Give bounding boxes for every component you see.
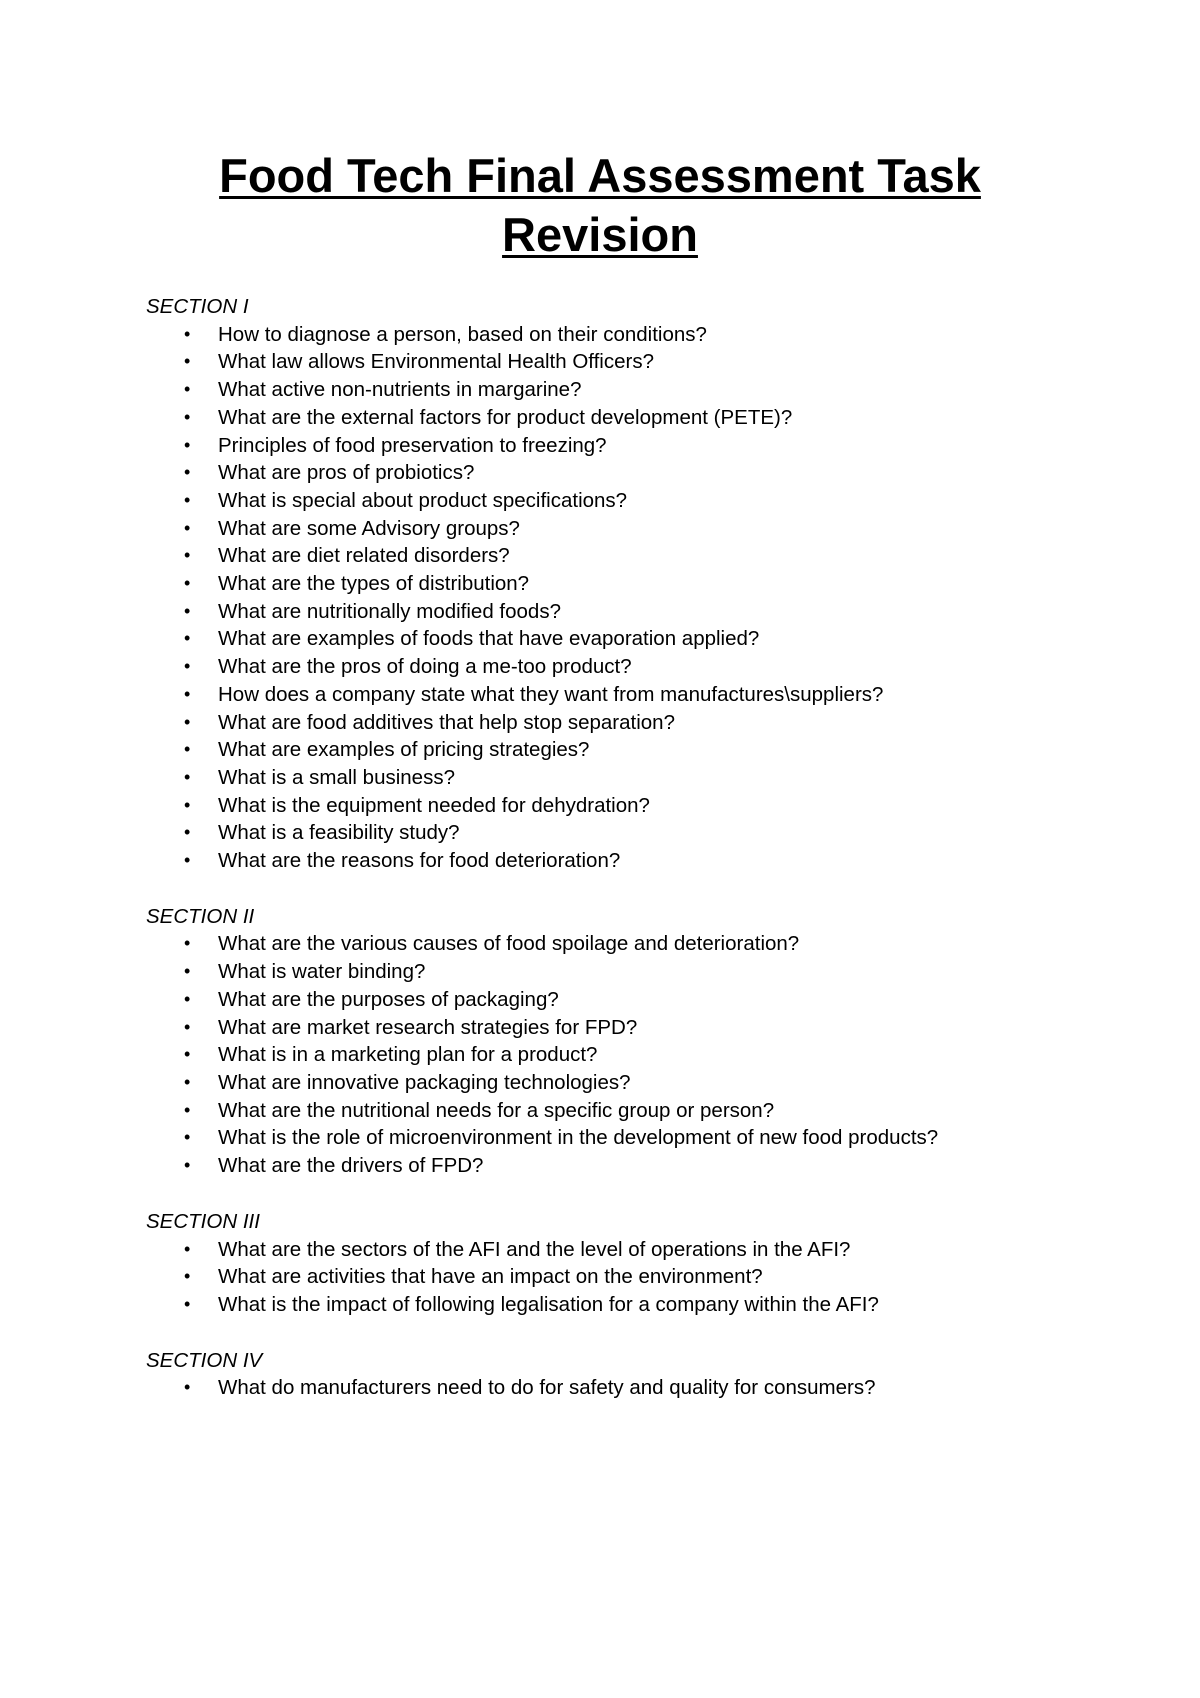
question-text: What are food additives that help stop separation?	[218, 710, 675, 734]
question-text: What is special about product specifications?	[218, 488, 628, 512]
list-item	[146, 1097, 1086, 1125]
bullet-icon: •	[184, 1293, 191, 1314]
list-item	[146, 930, 1086, 958]
bullet-icon: •	[184, 1155, 191, 1176]
question-text: What is in a marketing plan for a product?	[218, 1043, 598, 1067]
question-text: What are pros of probiotics?	[218, 461, 475, 485]
question-text: What are the pros of doing a me-too product?	[218, 655, 632, 679]
bullet-icon: •	[184, 1099, 191, 1120]
bullet-icon: •	[184, 573, 191, 594]
question-list	[146, 1236, 1086, 1319]
question-list	[146, 930, 1086, 1179]
bullet-icon: •	[184, 822, 191, 843]
list-item	[146, 515, 1086, 543]
bullet-icon: •	[184, 600, 191, 621]
list-item	[146, 348, 1086, 376]
bullet-icon: •	[184, 323, 191, 344]
bullet-icon: •	[184, 434, 191, 455]
question-list	[146, 1374, 1086, 1402]
list-item	[146, 1236, 1086, 1264]
list-item	[146, 598, 1086, 626]
section-heading: SECTION I	[146, 295, 249, 318]
list-item	[146, 1124, 1086, 1152]
section-3	[146, 1208, 1086, 1319]
bullet-icon: •	[184, 1016, 191, 1037]
question-text: How to diagnose a person, based on their conditions?	[218, 322, 707, 346]
question-text: What are nutritionally modified foods?	[218, 599, 561, 623]
list-item	[146, 487, 1086, 515]
list-item	[146, 404, 1086, 432]
bullet-icon: •	[184, 850, 191, 871]
question-text: What are the various causes of food spoilage and deterioration?	[218, 932, 800, 956]
list-item	[146, 570, 1086, 598]
question-text: What is the role of microenvironment in the development of new food products?	[218, 1126, 939, 1150]
bullet-icon: •	[184, 1071, 191, 1092]
title-line-2: Revision	[502, 208, 698, 261]
question-text: What are innovative packaging technologies?	[218, 1070, 631, 1094]
bullet-icon: •	[184, 711, 191, 732]
question-text: What active non-nutrients in margarine?	[218, 378, 582, 402]
question-text: What are the sectors of the AFI and the level of operations in the AFI?	[218, 1237, 851, 1261]
bullet-icon: •	[184, 961, 191, 982]
bullet-icon: •	[184, 462, 191, 483]
bullet-icon: •	[184, 988, 191, 1009]
question-text: How does a company state what they want from manufactures\suppliers?	[218, 682, 884, 706]
list-item	[146, 321, 1086, 349]
question-text: What are the external factors for product development (PETE)?	[218, 405, 793, 429]
bullet-icon: •	[184, 379, 191, 400]
list-item	[146, 432, 1086, 460]
list-item	[146, 1263, 1086, 1291]
list-item	[146, 736, 1086, 764]
list-item	[146, 653, 1086, 681]
document-body	[146, 293, 1086, 1430]
question-text: What is a small business?	[218, 765, 455, 789]
list-item	[146, 709, 1086, 737]
question-text: Principles of food preservation to freezing?	[218, 433, 607, 457]
bullet-icon: •	[184, 656, 191, 677]
list-item	[146, 847, 1086, 875]
list-item	[146, 1291, 1086, 1319]
list-item	[146, 625, 1086, 653]
list-item	[146, 1041, 1086, 1069]
bullet-icon: •	[184, 406, 191, 427]
bullet-icon: •	[184, 545, 191, 566]
bullet-icon: •	[184, 1127, 191, 1148]
question-text: What is the impact of following legalisation for a company within the AFI?	[218, 1292, 879, 1316]
question-text: What are examples of pricing strategies?	[218, 738, 590, 762]
section-heading: SECTION III	[146, 1209, 260, 1233]
question-list	[146, 321, 1086, 875]
bullet-icon: •	[184, 1044, 191, 1065]
list-item	[146, 819, 1086, 847]
section-4	[146, 1347, 1086, 1402]
question-text: What are the drivers of FPD?	[218, 1154, 484, 1178]
question-text: What are the nutritional needs for a specific group or person?	[218, 1098, 775, 1122]
question-text: What are the purposes of packaging?	[218, 987, 559, 1011]
question-text: What is a feasibility study?	[218, 821, 460, 845]
question-text: What are market research strategies for FPD?	[218, 1015, 638, 1039]
bullet-icon: •	[184, 683, 191, 704]
list-item	[146, 1069, 1086, 1097]
section-heading: SECTION II	[146, 904, 255, 928]
bullet-icon: •	[184, 517, 191, 538]
list-item	[146, 792, 1086, 820]
question-text: What is the equipment needed for dehydration?	[218, 793, 650, 817]
list-item	[146, 1152, 1086, 1180]
section-2	[146, 903, 1086, 1180]
bullet-icon: •	[184, 766, 191, 787]
document-title	[0, 146, 1200, 264]
question-text: What are the reasons for food deterioration?	[218, 849, 621, 873]
section-heading: SECTION IV	[146, 1348, 263, 1372]
question-text: What are examples of foods that have evaporation applied?	[218, 627, 760, 651]
list-item	[146, 1374, 1086, 1402]
question-text: What are diet related disorders?	[218, 544, 510, 568]
bullet-icon: •	[184, 351, 191, 372]
list-item	[146, 1014, 1086, 1042]
title-line-1: Food Tech Final Assessment Task	[219, 149, 981, 202]
list-item	[146, 958, 1086, 986]
bullet-icon: •	[184, 794, 191, 815]
question-text: What law allows Environmental Health Officers?	[218, 350, 654, 374]
bullet-icon: •	[184, 1238, 191, 1259]
list-item	[146, 542, 1086, 570]
bullet-icon: •	[184, 739, 191, 760]
question-text: What are activities that have an impact on the environment?	[218, 1265, 763, 1289]
section-1	[146, 293, 1086, 875]
list-item	[146, 986, 1086, 1014]
question-text: What are some Advisory groups?	[218, 516, 520, 540]
list-item	[146, 376, 1086, 404]
question-text: What are the types of distribution?	[218, 572, 530, 596]
list-item	[146, 764, 1086, 792]
list-item	[146, 681, 1086, 709]
question-text: What is water binding?	[218, 960, 426, 984]
bullet-icon: •	[184, 489, 191, 510]
question-text: What do manufacturers need to do for safety and quality for consumers?	[218, 1376, 876, 1400]
bullet-icon: •	[184, 1266, 191, 1287]
bullet-icon: •	[184, 933, 191, 954]
bullet-icon: •	[184, 1377, 191, 1398]
bullet-icon: •	[184, 628, 191, 649]
list-item	[146, 459, 1086, 487]
